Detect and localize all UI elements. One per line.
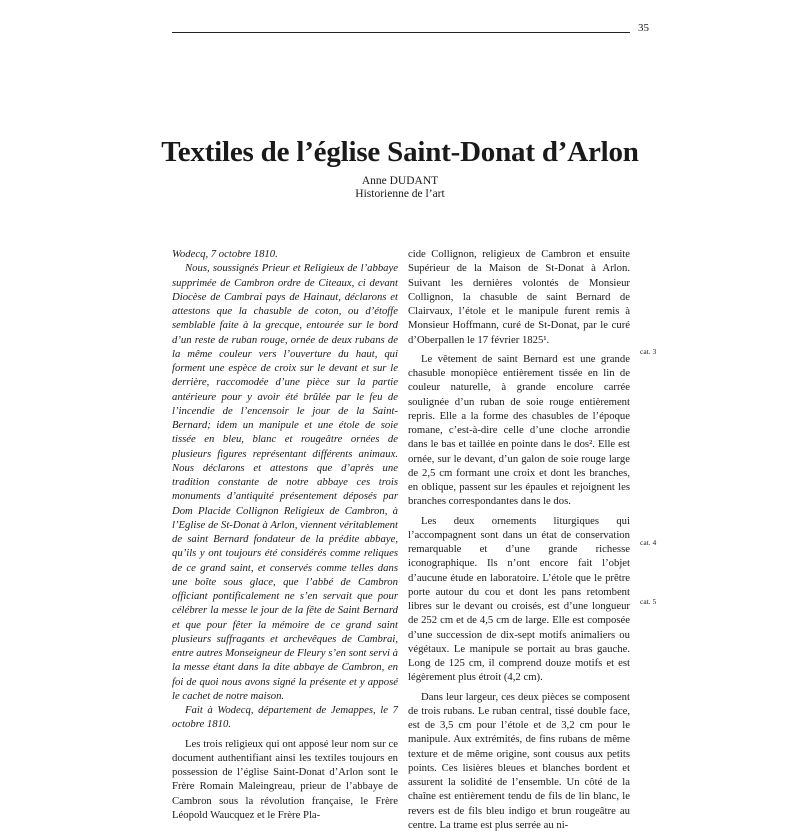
paragraph: Wodecq, 7 octobre 1810. [172,247,398,261]
margin-note: cat. 4 [640,538,656,547]
author-name: Anne DUDANT [0,175,800,188]
paragraph: Nous, soussignés Prieur et Religieux de l’abbaye supprimée de Cambron ordre de Citeaux, ci devant Diocèse de Cambrai pays de Hainaut, déclarons et attestons que la chasuble de coton, ou d’étoffe semblable faite à la grecque, entourée sur le bord d’un reste de ruban rouge, ornée de deux rubans de la même couleur vers l’ouverture du haut, qui forment une espèce de croix sur le devant et sur le derrière, raccomodée d’une pièce sur la partie antérieure pour y avoir été brûlée par le feu de l’incendie de l’encensoir le jour de la Saint-Bernard; idem un manipule et une étole de soie tissée en bleu, blanc et rougeâtre ornées de plusieurs figures représentant différents animaux. Nous déclarons et attestons que d’après une tradition constante de notre abbaye ces trois monuments d’antiquité présentement déposés par Dom Placide Collignon Religieux de Cambron, à l’Eglise de St-Donat à Arlon, viennent véritablement de saint Bernard fondateur de la prédite abbaye, qu’ils y ont toujours été considérés comme reliques de ce grand saint, et conservés comme telles dans une boîte sous glace, que l’abbé de Cambron officiant pontificalement ne s’en servait que pour célébrer la messe le jour de la fête de Saint Bernard et que pour fêter la mémoire de ce grand saint plusieurs suffragants et archevêques de Cambrai, entre autres Monseigneur de Fleury s’en sont servi à la messe étant dans la dite abbaye de Cambron, en foi de quoi nous avons signé la présente et y apposé le cachet de notre maison. [172,261,398,703]
article-title: Textiles de l’église Saint-Donat d’Arlon [0,136,800,169]
paragraph: Les deux ornements liturgiques qui l’accompagnent sont dans un état de conservation remarquable et d’une grande richesse iconographique. Ils n’ont encore fait l’objet d’aucune étude en laboratoire. L’étole que le prêtre porte autour du cou et dont les pans retombent libres sur le devant ou croisés, est d’une longueur de 252 cm et de 4,5 cm de large. Elle est composée d’une succession de dix-sept motifs animaliers ou végétaux. Le manipule se portait au bras gauche. Long de 125 cm, il comprend douze motifs et est légèrement plus étroit (4,2 cm). [408,514,630,685]
paragraph: Fait à Wodecq, département de Jemappes, le 7 octobre 1810. [172,703,398,732]
page-number: 35 [638,22,649,34]
margin-note: cat. 5 [640,597,656,606]
paragraph: Les trois religieux qui ont apposé leur nom sur ce document authentifiant ainsi les textiles toujours en possession de l’église Saint-Donat d’Arlon sont le Frère Romain Maleingreau, prieur de l’abbaye de Cambron sous la révolution française, le Frère Léopold Waucquez et le Frère Pla- [172,737,398,823]
header-rule [172,32,630,33]
paragraph: cide Collignon, religieux de Cambron et ensuite Supérieur de la Maison de St-Donat à Arlon. Suivant les dernières volontés de Monsieur Collignon, la chasuble de saint Bernard de Clairvaux, l’étole et le manipule furent remis à Monsieur Hoffmann, curé de St-Donat, par le curé d’Oberpallen le 17 février 1825¹. [408,247,630,347]
right-column [408,247,630,832]
margin-note: cat. 3 [640,347,656,356]
author-role: Historienne de l’art [0,188,800,201]
paragraph: Le vêtement de saint Bernard est une grande chasuble monopièce entièrement tissée en lin de couleur naturelle, à grande encolure carrée soulignée d’un ruban de soie rouge entièrement repris. Elle a la forme des chasubles de l’époque romane, c’est-à-dire celle d’une cloche arrondie dans le bas et taillée en pointe dans le dos². Elle est ornée, sur le devant, d’un galon de soie rouge large de 2,5 cm formant une croix et dont les branches, en oblique, passent sur les épaules et rejoignent les branches correspondantes dans le dos. [408,352,630,509]
left-column [172,247,398,822]
paragraph: Dans leur largeur, ces deux pièces se composent de trois rubans. Le ruban central, tissé double face, est de 3,5 cm pour l’étole et de 3,2 cm pour le manipule. Aux extrémités, de fins rubans de même texture et de même origine, sont cousus aux petits points. Ces lisières bleues et blanches bordent et assurent la solidité de l’ensemble. Un côté de la chaîne est entièrement tendu de fils de lin blanc, le revers est de fils bleu indigo et brun rougeâtre au centre. La trame est plus serrée au ni- [408,690,630,832]
